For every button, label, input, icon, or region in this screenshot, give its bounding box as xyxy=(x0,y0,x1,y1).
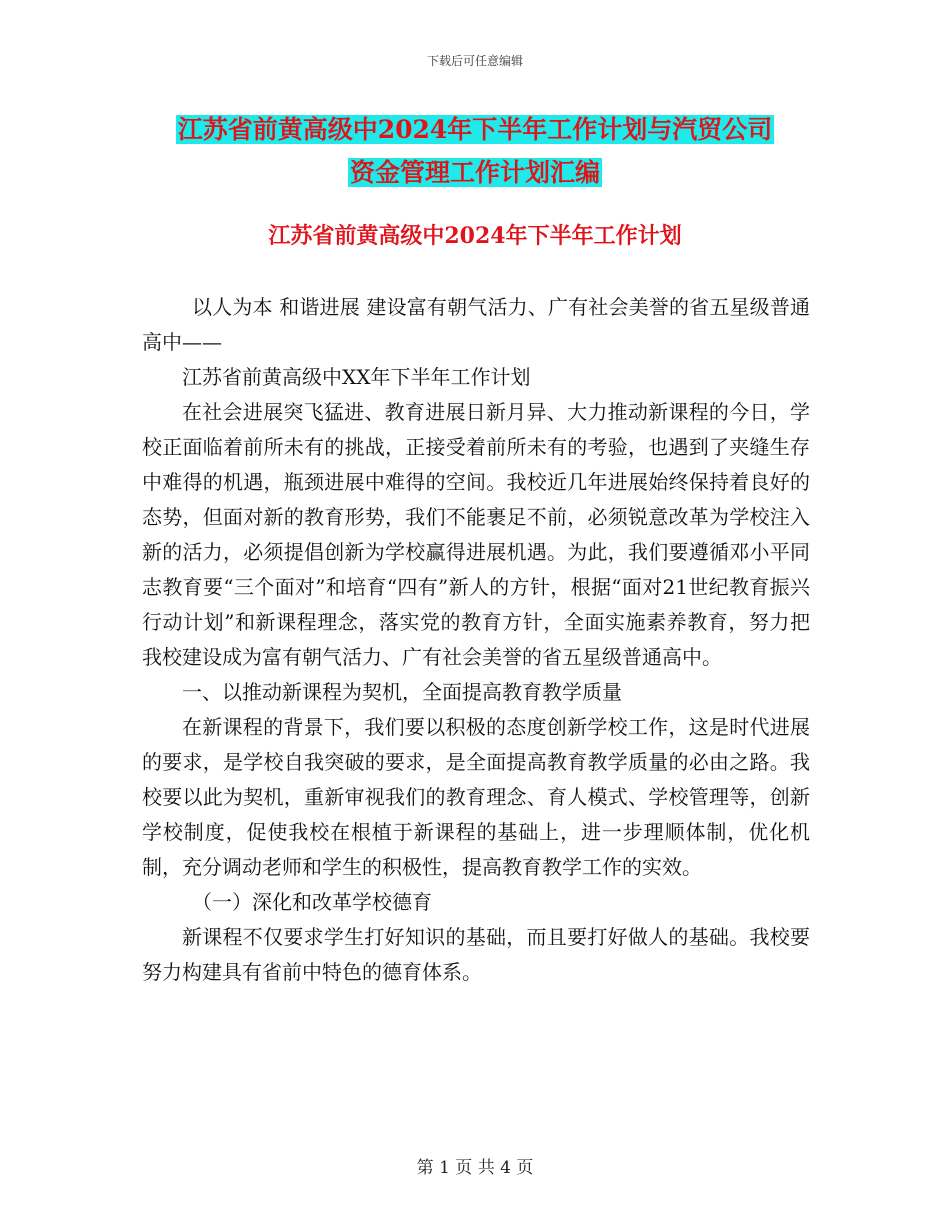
subsection-heading: （一）深化和改革学校德育 xyxy=(192,890,432,914)
paragraph: 在新课程的背景下，我们要以积极的态度创新学校工作，这是时代进展的要求，是学校自我突破的要求，是全面提高教育教学质量的必由之路。我校要以此为契机，重新审视我们的教育理念、育人模式、学校管理等，创新学校制度，促使我校在根植于新课程的基础上，进一步理顺体制，优化机制，充分调动老师和学生的积极性，提高教育教学工作的实效。 xyxy=(142,715,810,879)
section-title: 江苏省前黄高级中2024年下半年工作计划 xyxy=(268,223,682,249)
title-highlight: 资金管理工作计划汇编 xyxy=(349,158,600,187)
paragraph: 在社会进展突飞猛进、教育进展日新月异、大力推动新课程的今日，学校正面临着前所未有的挑战，正接受着前所未有的考验，也遇到了夹缝生存中难得的机遇，瓶颈进展中难得的空间。我校近几年进展始终保持着良好的态势，但面对新的教育形势，我们不能裹足不前，必须锐意改革为学校注入新的活力，必须提倡创新为学校赢得进展机遇。为此，我们要遵循邓小平同志教育要“三个面对”和培育“四有”新人的方针，根据“面对21世纪教育振兴行动计划”和新课程理念，落实党的教育方针，全面实施素养教育，努力把我校建设成为富有朝气活力、广有社会美誉的省五星级普通高中。 xyxy=(142,400,810,669)
paragraph: 以人为本 和谐进展 建设富有朝气活力、广有社会美誉的省五星级普通高中—— xyxy=(142,295,810,354)
document-title-line-1 xyxy=(0,113,950,147)
paragraph: 江苏省前黄高级中XX年下半年工作计划 xyxy=(182,365,531,389)
header-note: 下载后可任意编辑 xyxy=(426,54,523,68)
document-body xyxy=(142,290,810,990)
title-highlight: 江苏省前黄高级中2024年下半年工作计划与汽贸公司 xyxy=(177,115,773,144)
section-heading: 一、以推动新课程为契机，全面提高教育教学质量 xyxy=(182,680,622,704)
document-title-line-2 xyxy=(0,156,950,190)
paragraph: 新课程不仅要求学生打好知识的基础，而且要打好做人的基础。我校要努力构建具有省前中特色的德育体系。 xyxy=(142,925,810,984)
page-footer: 第 1 页 共 4 页 xyxy=(416,1158,534,1178)
